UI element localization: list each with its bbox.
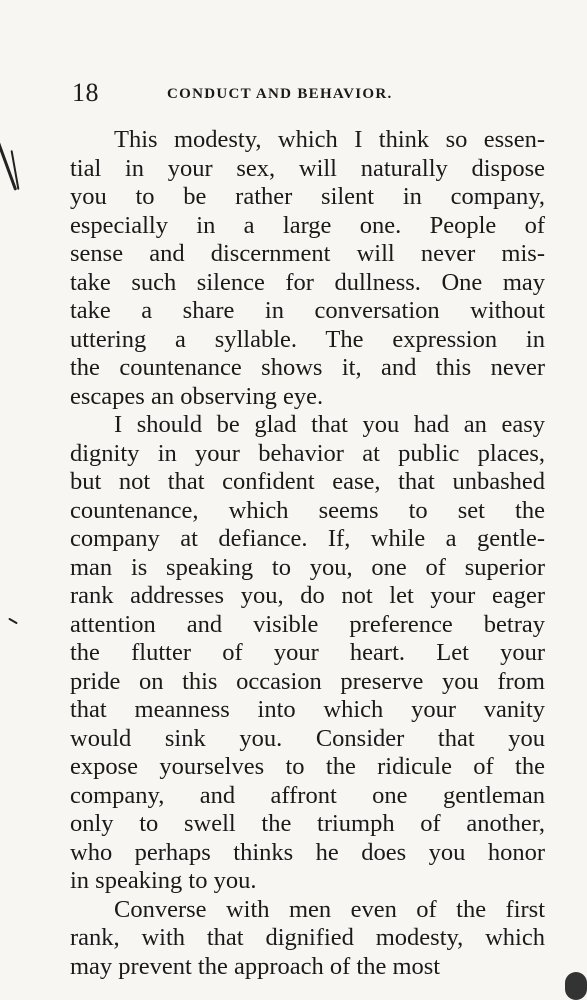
text-line: sense and discernment will never mis- xyxy=(70,240,545,267)
page-number: 18 xyxy=(72,78,99,107)
text-line: dignity in your behavior at public places, xyxy=(70,439,545,467)
scan-edge-mark xyxy=(8,618,18,625)
text-line: take such silence for dullness. One may xyxy=(70,268,545,296)
text-line: tial in your sex, will naturally dispose xyxy=(70,154,545,182)
text-line: would sink you. Consider that you xyxy=(70,724,545,752)
text-line: only to swell the triumph of another, xyxy=(70,810,545,837)
text-line: escapes an observing eye. xyxy=(70,382,324,410)
running-head: CONDUCT AND BEHAVIOR. xyxy=(167,86,393,102)
page-header xyxy=(72,78,542,108)
text-line: This modesty, which I think so essen- xyxy=(114,126,545,153)
text-line: company at defiance. If, while a gentle- xyxy=(70,525,545,552)
text-line: in speaking to you. xyxy=(70,867,257,894)
scan-blot xyxy=(565,972,587,1000)
text-line: attention and visible preference betray xyxy=(70,610,545,638)
text-line: you to be rather silent in company, xyxy=(70,183,545,210)
paragraph xyxy=(70,126,545,411)
text-line: especially in a large one. People of xyxy=(70,211,545,239)
text-line: expose yourselves to the ridicule of the xyxy=(70,753,545,780)
text-line: rank, with that dignified modesty, which xyxy=(70,924,545,951)
text-line: the flutter of your heart. Let your xyxy=(70,639,545,666)
text-line: may prevent the approach of the most xyxy=(70,952,441,980)
paragraph xyxy=(70,896,545,982)
body-text xyxy=(70,126,545,981)
paragraph xyxy=(70,411,545,896)
text-line: who perhaps thinks he does you honor xyxy=(70,838,545,866)
text-line: uttering a syllable. The expression in xyxy=(70,325,545,353)
text-line: countenance, which seems to set the xyxy=(70,496,545,524)
text-line: Converse with men even of the first xyxy=(114,895,545,923)
text-line: company, and affront one gentleman xyxy=(70,781,545,809)
text-line: that meanness into which your vanity xyxy=(70,696,545,723)
text-line: man is speaking to you, one of superior xyxy=(70,553,545,581)
text-line: I should be glad that you had an easy xyxy=(114,411,545,438)
text-line: the countenance shows it, and this never xyxy=(70,354,545,381)
text-line: rank addresses you, do not let your eager xyxy=(70,582,545,609)
text-line: but not that confident ease, that unbashed xyxy=(70,468,545,495)
text-line: pride on this occasion preserve you from xyxy=(70,667,545,695)
text-line: take a share in conversation without xyxy=(70,297,545,324)
